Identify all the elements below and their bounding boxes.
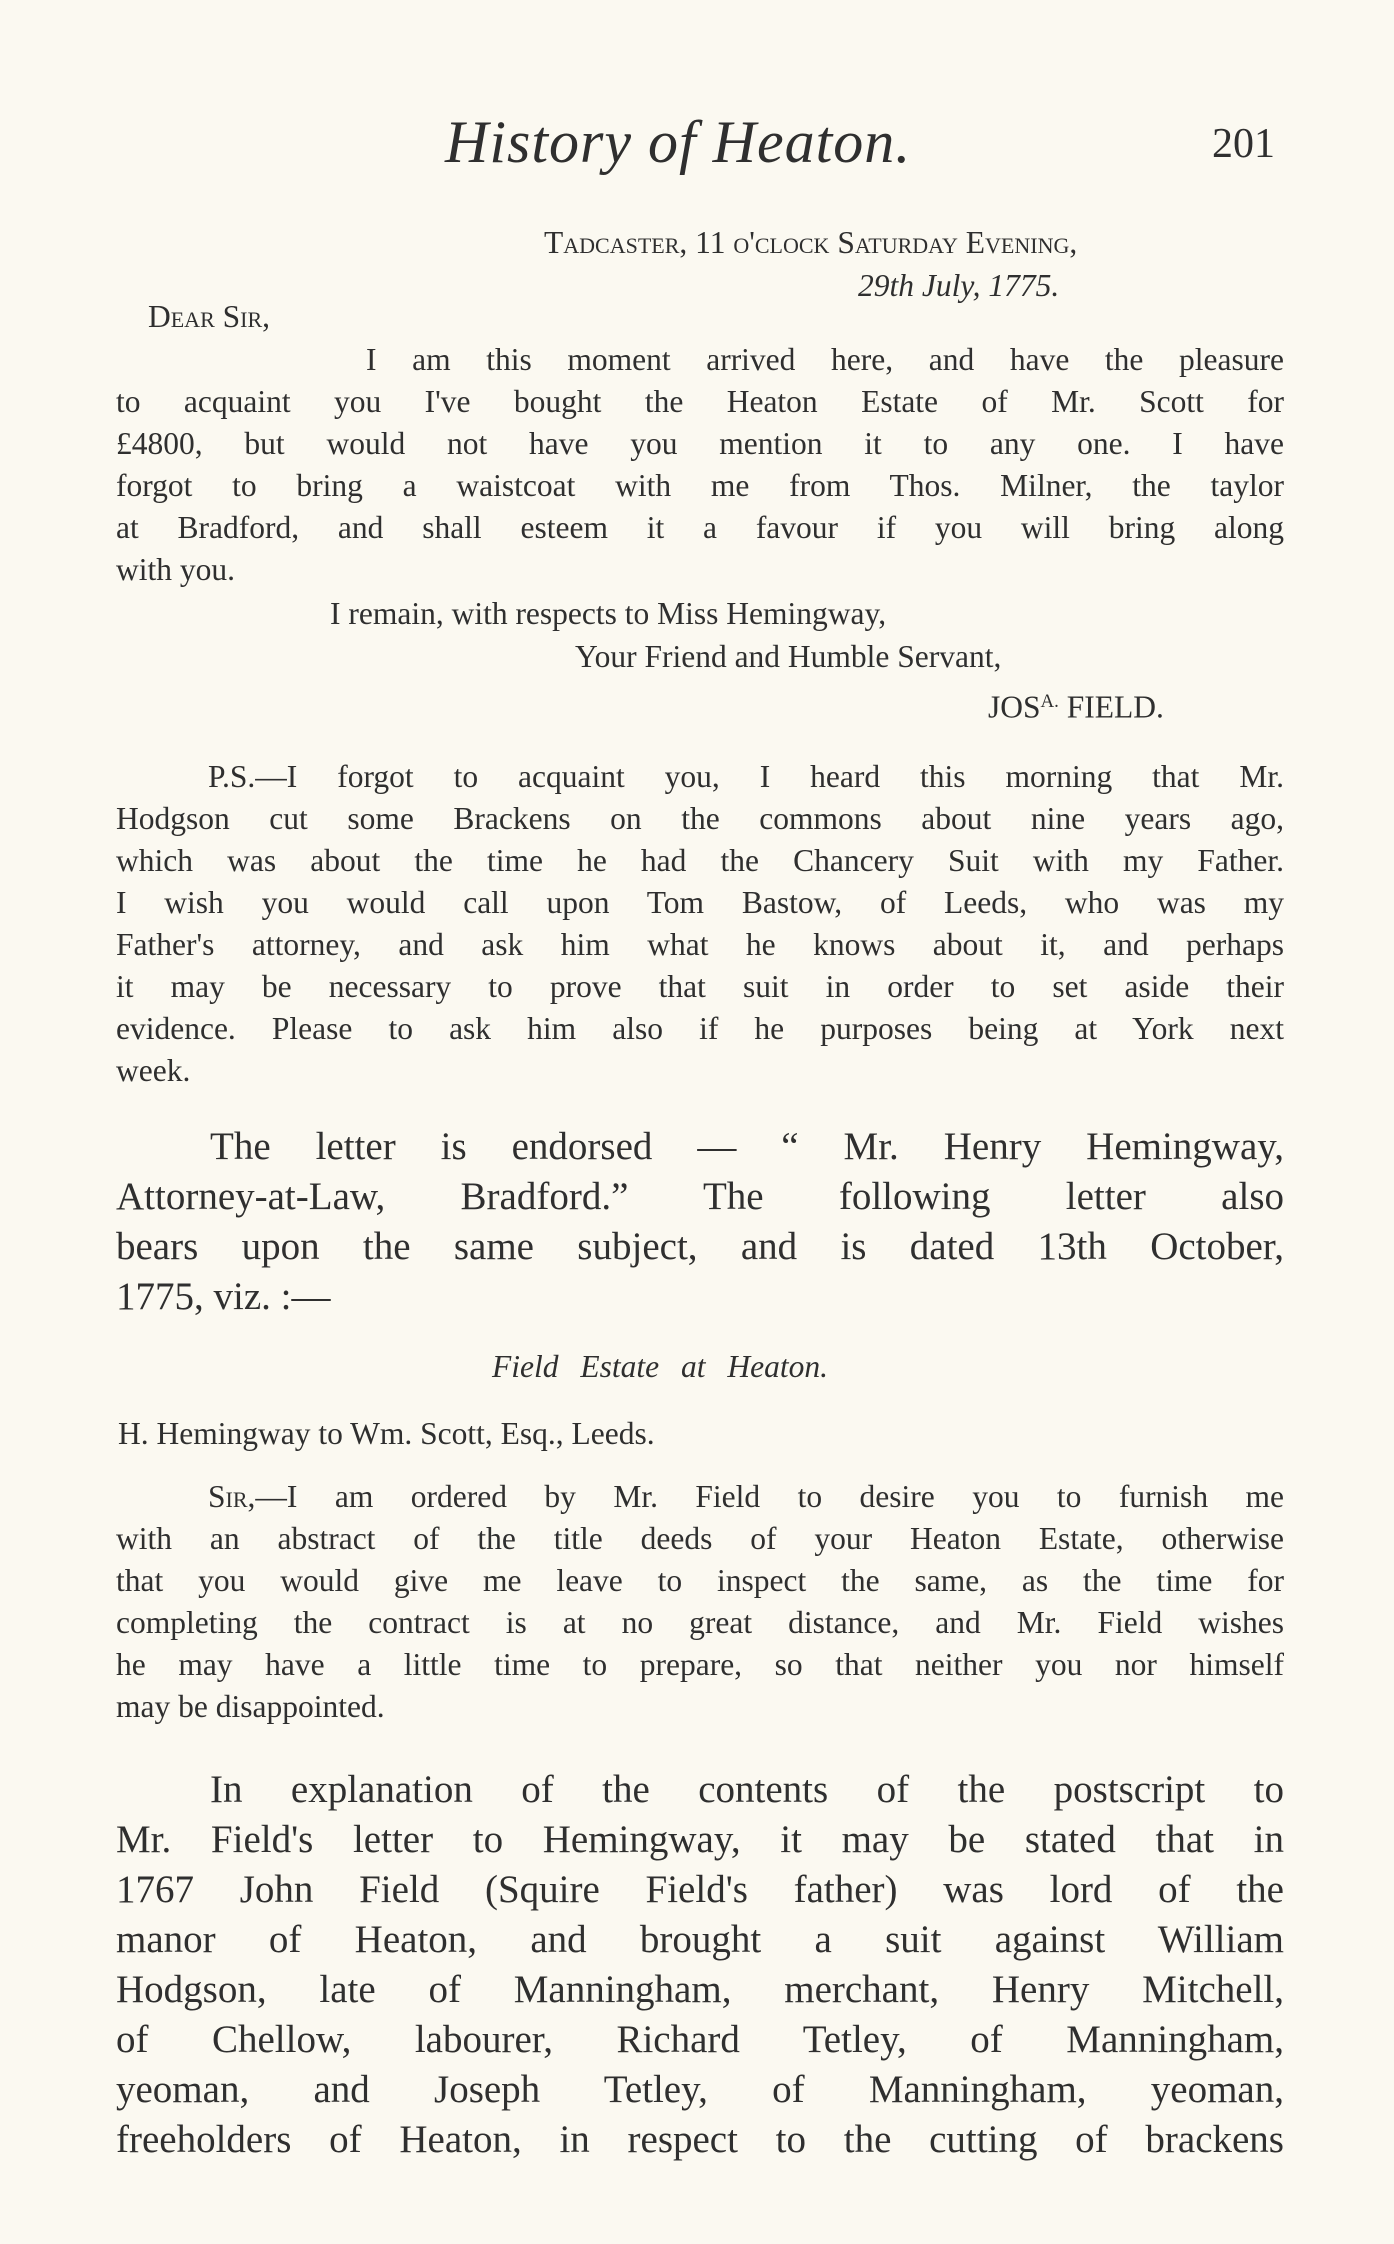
letter2-body-line: completing the contract is at no great distance, and Mr. Field wishes (116, 1605, 1284, 1640)
letter-body-line: forgot to bring a waistcoat with me from Thos. Milner, the taylor (116, 468, 1284, 503)
letter-body-line: to acquaint you I've bought the Heaton Estate of Mr. Scott for (116, 384, 1284, 419)
letter2-body-line: may be disappointed. (116, 1689, 385, 1724)
letter-closing-servant: Your Friend and Humble Servant, (575, 639, 1002, 674)
letter2-heading: Field Estate at Heaton. (492, 1349, 828, 1384)
letter2-body (116, 1476, 1284, 1728)
signature-surname: FIELD. (1066, 689, 1164, 725)
postscript-line: Hodgson cut some Brackens on the commons about nine years ago, (116, 801, 1284, 836)
narrative-line: freeholders of Heaton, in respect to the cutting of brackens (116, 2118, 1284, 2161)
postscript-line: week. (116, 1053, 191, 1088)
letter2-address: H. Hemingway to Wm. Scott, Esq., Leeds. (118, 1416, 655, 1451)
letter-postscript (116, 756, 1284, 1092)
letter-body (116, 339, 1284, 591)
postscript-line: I wish you would call upon Tom Bastow, of Leeds, who was my (116, 885, 1284, 920)
narrative-line: yeoman, and Joseph Tetley, of Manningham, yeoman, (116, 2068, 1284, 2111)
letter2-body-first-text: —I am ordered by Mr. Field to desire you to furnish me (255, 1479, 1284, 1514)
narrative-line: bears upon the same subject, and is dated 13th October, (116, 1225, 1284, 1268)
letter-salutation: Dear Sir, (148, 299, 271, 334)
postscript-line: evidence. Please to ask him also if he purposes being at York next (116, 1011, 1284, 1046)
narrative-line: Mr. Field's letter to Hemingway, it may be stated that in (116, 1818, 1284, 1861)
signature-forename: JOS (988, 689, 1041, 725)
letter-body-line: I am this moment arrived here, and have the pleasure (366, 342, 1284, 377)
narrative-paragraph-endorsement (116, 1122, 1284, 1322)
page-number: 201 (1212, 121, 1275, 167)
running-title: History of Heaton. (445, 109, 912, 175)
narrative-line: Hodgson, late of Manningham, merchant, Henry Mitchell, (116, 1968, 1284, 2011)
narrative-line: The letter is endorsed — “ Mr. Henry Hemingway, (210, 1125, 1284, 1168)
letter2-body-line: he may have a little time to prepare, so that neither you nor himself (116, 1647, 1284, 1682)
postscript-line: it may be necessary to prove that suit in order to set aside their (116, 969, 1284, 1004)
postscript-line: Father's attorney, and ask him what he knows about it, and perhaps (116, 927, 1284, 962)
letter2-body-line (116, 1476, 1284, 1518)
narrative-line: 1775, viz. :— (116, 1275, 331, 1318)
narrative-paragraph-explanation (116, 1765, 1284, 2165)
narrative-line: of Chellow, labourer, Richard Tetley, of Manningham, (116, 2018, 1284, 2061)
letter-body-line: £4800, but would not have you mention it to any one. I have (116, 426, 1284, 461)
narrative-line: Attorney-at-Law, Bradford.” The following letter also (116, 1175, 1284, 1218)
letter-date: 29th July, 1775. (858, 268, 1060, 303)
letter2-body-line: with an abstract of the title deeds of your Heaton Estate, otherwise (116, 1521, 1284, 1556)
letter-body-line: at Bradford, and shall esteem it a favour if you will bring along (116, 510, 1284, 545)
narrative-line: In explanation of the contents of the postscript to (210, 1768, 1284, 1811)
postscript-line: P.S.—I forgot to acquaint you, I heard this morning that Mr. (208, 759, 1284, 794)
letter-signature (988, 681, 1164, 728)
letter-closing-remain: I remain, with respects to Miss Hemingway, (330, 596, 887, 631)
signature-superscript: A. (1040, 691, 1059, 712)
letter-body-line: with you. (116, 552, 236, 587)
letter2-salutation: Sir, (208, 1479, 256, 1514)
letter2-body-line: that you would give me leave to inspect the same, as the time for (116, 1563, 1284, 1598)
narrative-line: 1767 John Field (Squire Field's father) was lord of the (116, 1868, 1284, 1911)
postscript-line: which was about the time he had the Chancery Suit with my Father. (116, 843, 1284, 878)
narrative-line: manor of Heaton, and brought a suit against William (116, 1918, 1284, 1961)
letter-place-time: Tadcaster, 11 o'clock Saturday Evening, (544, 225, 1078, 260)
